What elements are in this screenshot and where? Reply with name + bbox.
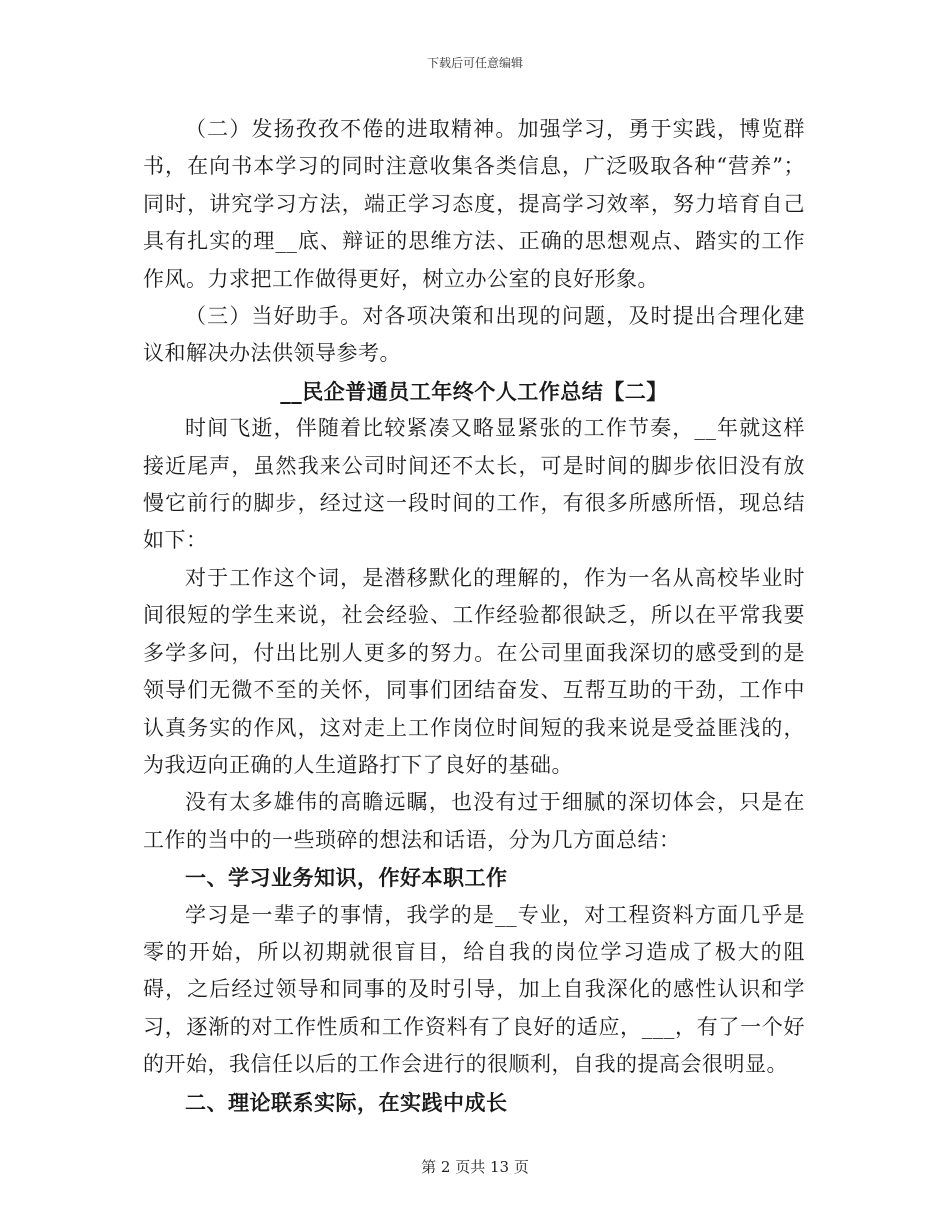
paragraph-learning: 学习是一辈子的事情，我学的是__专业，对工程资料方面几乎是零的开始，所以初期就很盲目，给自我的岗位学习造成了极大的阻碍，之后经过领导和同事的及时引导，加上自我深化的感性认识和学习，逐渐的对工作性质和工作资料有了良好的适应，___，有了一个好的开始，我信任以后的工作会进行的很顺利，自我的提高会很明显。	[143, 902, 805, 1077]
document-body	[143, 111, 805, 1121]
paragraph-work-understanding: 对于工作这个词，是潜移默化的理解的，作为一名从高校毕业时间很短的学生来说，社会经验、工作经验都很缺乏，所以在平常我要多学多问，付出比别人更多的努力。在公司里面我深切的感受到的是领导们无微不至的关怀，同事们团结奋发、互帮互助的干劲，工作中认真务实的作风，这对走上工作岗位时间短的我来说是受益匪浅的，为我迈向正确的人生道路打下了良好的基础。	[143, 565, 805, 777]
page-header: 下载后可任意编辑	[426, 56, 523, 70]
paragraph-study-spirit: （二）发扬孜孜不倦的进取精神。加强学习，勇于实践，博览群书，在向书本学习的同时注意收集各类信息，广泛吸取各种“营养”；同时，讲究学习方法，端正学习态度，提高学习效率，努力培育自己具有扎实的理__底、辩证的思维方法、正确的思想观点、踏实的工作作风。力求把工作做得更好，树立办公室的良好形象。	[143, 117, 805, 291]
paragraph-summary-aspects: 没有太多雄伟的高瞻远瞩，也没有过于细腻的深切体会，只是在工作的当中的一些琐碎的想法和话语，分为几方面总结：	[143, 790, 805, 852]
paragraph-intro: 时间飞逝，伴随着比较紧凑又略显紧张的工作节奏，__年就这样接近尾声，虽然我来公司时间还不太长，可是时间的脚步依旧没有放慢它前行的脚步，经过这一段时间的工作，有很多所感所悟，现总结如下：	[143, 416, 805, 553]
page-number: 第 2 页共 13 页	[421, 1158, 529, 1176]
subheading-one: 一、学习业务知识，作好本职工作	[185, 865, 508, 891]
paragraph-assistant: （三）当好助手。对各项决策和出现的问题，及时提出合理化建议和解决办法供领导参考。	[143, 304, 805, 366]
section-title: __民企普通员工年终个人工作总结【二】	[280, 378, 668, 404]
subheading-two: 二、理论联系实际，在实践中成长	[185, 1089, 508, 1115]
